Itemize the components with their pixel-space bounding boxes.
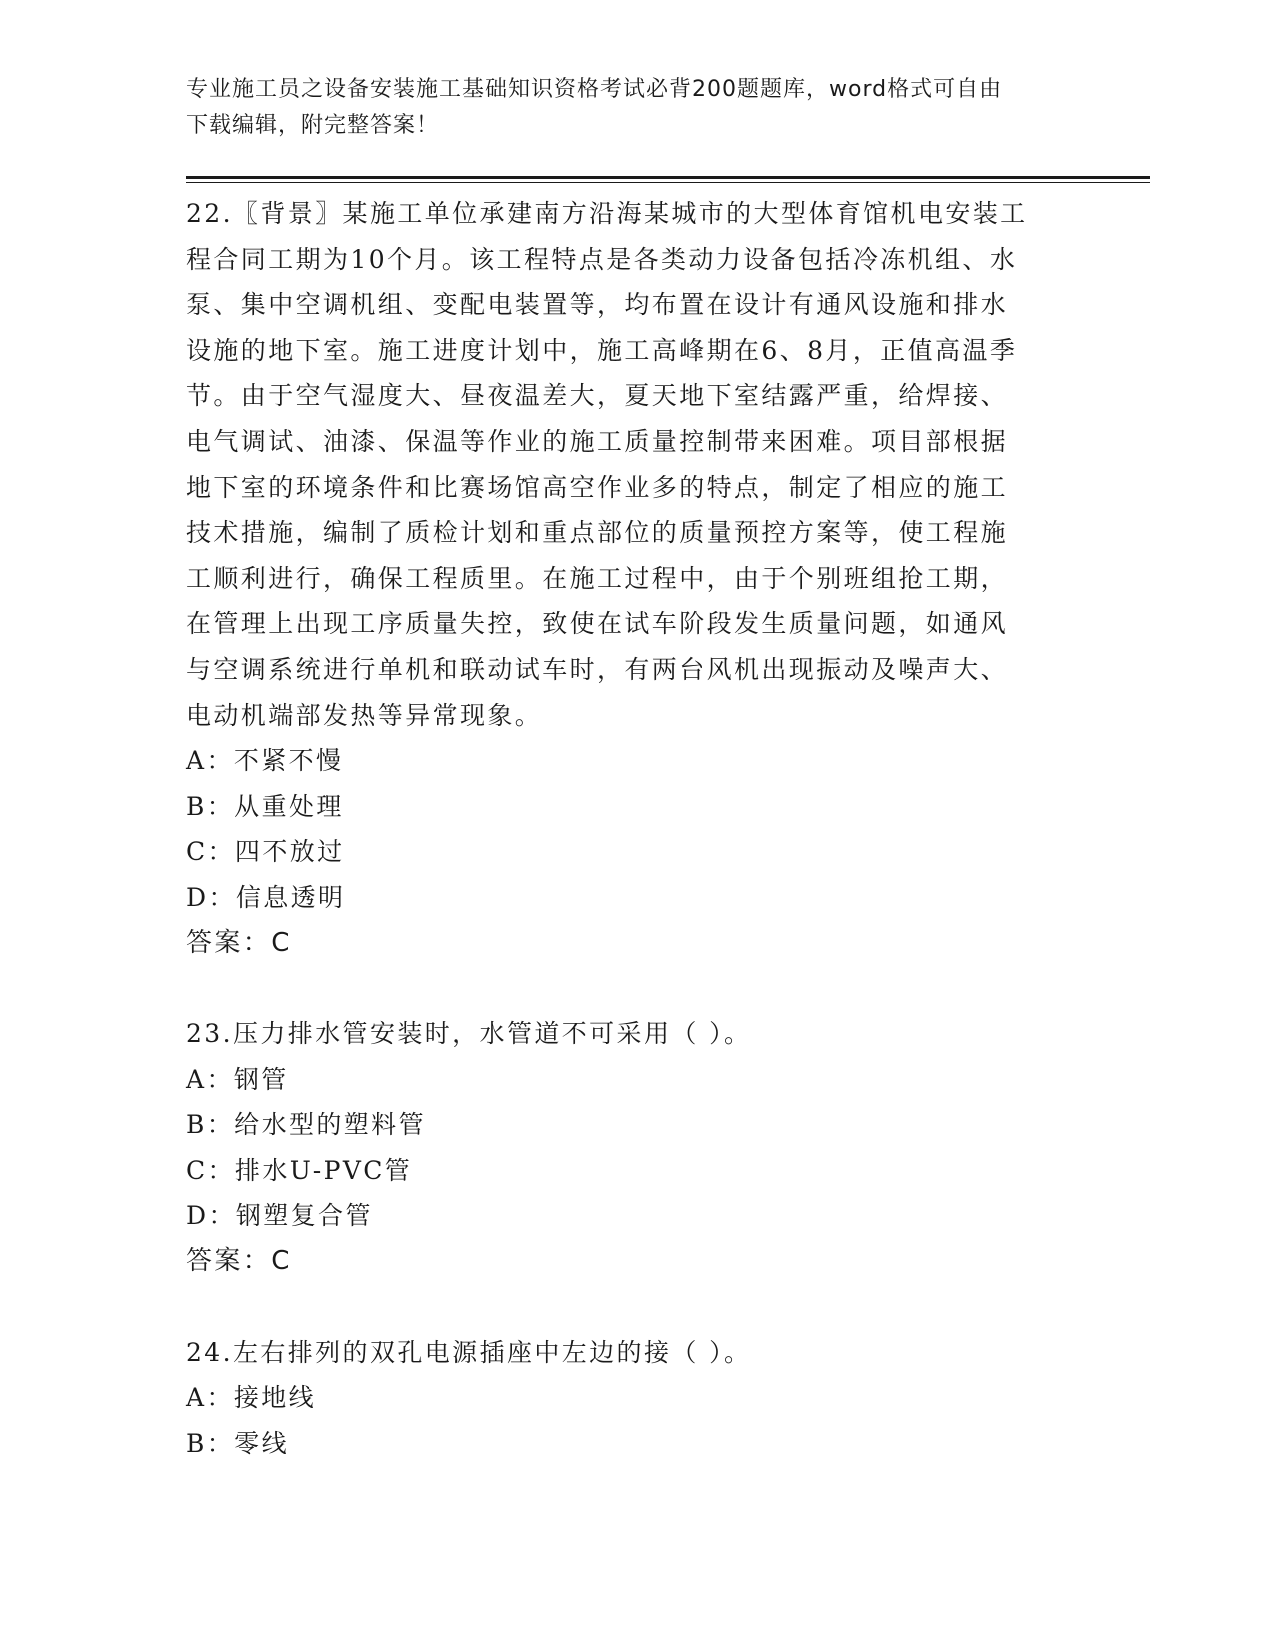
question-stem: 22.〖背景〗某施工单位承建南方沿海某城市的大型体育馆机电安装工 程合同工期为10个月。该工程特点是各类动力设备包括冷冻机组、水 泵、集中空调机组、变配电装置等，均布置在设计有通风设施和排水 设施的地下室。施工进度计划中，施工高峰期在6、8月，正值高温季 节。由于空气湿度大、昼夜温差大，夏天地下室结露严重，给焊接、 电气调试、油漆、保温等作业的施工质量控制带来困难。项目部根据 地下室的环境条件和比赛场馆高空作业多的特点，制定了相应的施工 技术措施，编制了质检计划和重点部位的质量预控方案等，使工程施 工顺利进行，确保工程质里。在施工过程中，由于个别班组抢工期， 在管理上出现工序质量失控，致使在试车阶段发生质量问题，如通风 与空调系统进行单机和联动试车时，有两台风机出现振动及噪声大、 电动机端部发热等异常现象。 xyxy=(186,199,1028,730)
option-b: B：零线 xyxy=(186,1428,289,1458)
option-b: B：给水型的塑料管 xyxy=(186,1110,426,1140)
header-line-2: 下载编辑，附完整答案！ xyxy=(186,113,440,138)
option-d: D：钢塑复合管 xyxy=(186,1201,373,1231)
option-a: A：不紧不慢 xyxy=(186,746,344,776)
question-23 xyxy=(186,1011,1086,1285)
option-a: A：钢管 xyxy=(186,1064,289,1094)
question-22 xyxy=(186,191,1086,966)
header-line-1: 专业施工员之设备安装施工基础知识资格考试必背200题题库，word格式可自由 xyxy=(186,77,1003,102)
answer-line: 答案：C xyxy=(186,927,292,958)
question-24 xyxy=(186,1330,1086,1467)
option-c: C：四不放过 xyxy=(186,837,345,867)
option-b: B：从重处理 xyxy=(186,791,344,821)
document-header xyxy=(186,72,1066,144)
option-c: C：排水U-PVC管 xyxy=(186,1155,413,1185)
question-spacer xyxy=(186,1285,1086,1330)
question-list xyxy=(186,191,1086,1466)
header-rule-thick xyxy=(186,176,1150,179)
option-d: D：信息透明 xyxy=(186,882,346,912)
answer-line: 答案：C xyxy=(186,1246,292,1277)
header-rule-thin xyxy=(186,182,1150,183)
option-a: A：接地线 xyxy=(186,1383,317,1413)
question-spacer xyxy=(186,966,1086,1011)
question-stem: 23.压力排水管安装时，水管道不可采用（ ）。 xyxy=(186,1019,752,1049)
question-stem: 24.左右排列的双孔电源插座中左边的接（ ）。 xyxy=(186,1337,752,1367)
